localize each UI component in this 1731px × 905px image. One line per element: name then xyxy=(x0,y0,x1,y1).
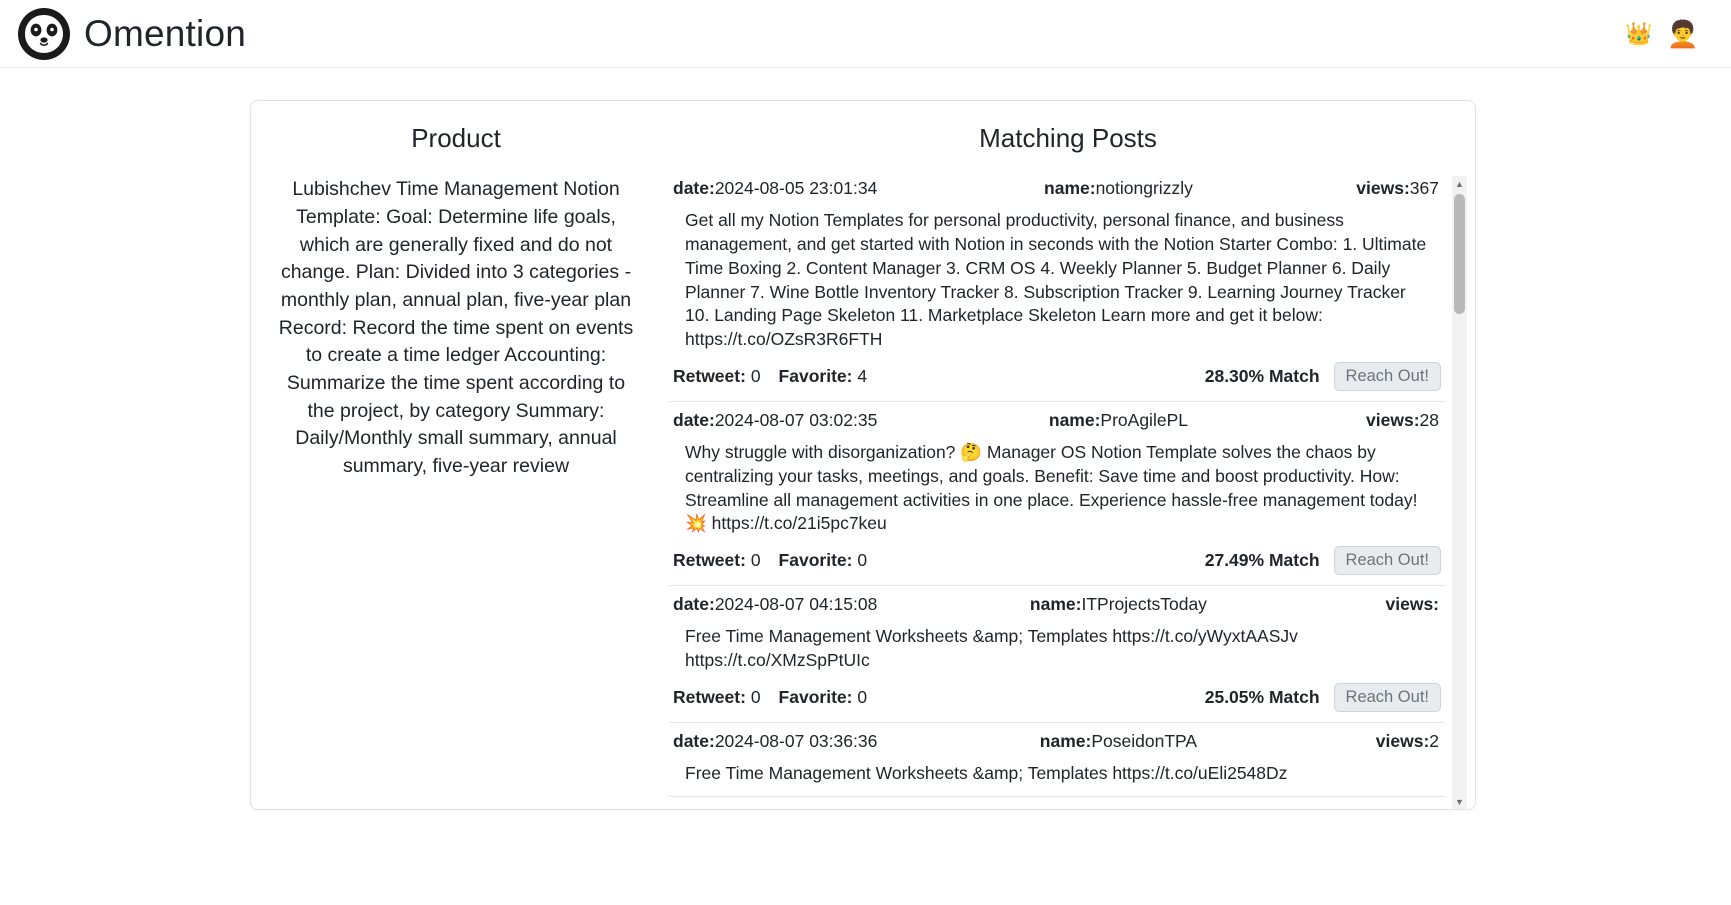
reach-out-button[interactable]: Reach Out! xyxy=(1334,362,1441,391)
product-description: Lubishchev Time Management Notion Template: Goal: Determine life goals, which are generally fixed and do not change. Plan: Divided into 3 categories - monthly plan, annual plan, five-year plan Record: Record the time spent on events to create a time ledger Accounting: Summarize the time spent according to the project, by category Summary: Daily/Monthly small summary, annual summary, five-year review xyxy=(278,178,634,478)
scrollbar-thumb[interactable] xyxy=(1454,194,1465,314)
post-text: Free Time Management Worksheets &amp; Templates https://t.co/yWyxtAASJv https://t.co/XMzSpPtUIc xyxy=(685,626,1298,670)
navbar-actions xyxy=(1625,18,1713,49)
post-footer xyxy=(673,362,1441,391)
post-favorites xyxy=(779,687,868,708)
post-date-label: date: xyxy=(673,594,715,615)
post-date-value: 2024-08-07 04:15:08 xyxy=(714,594,878,615)
post-name-value: PoseidonTPA xyxy=(1091,730,1198,751)
retweet-value: 0 xyxy=(750,365,761,386)
post-item[interactable] xyxy=(669,176,1445,402)
brand[interactable] xyxy=(18,8,246,60)
post-views-value: 28 xyxy=(1419,409,1439,430)
post-name-label: name: xyxy=(1044,178,1096,199)
post-text: Why struggle with disorganization? 🤔 Manager OS Notion Template solves the chaos by centralizing your tasks, meetings, and goals. Benefit: Save time and boost productivity. How: Streamline all management activities in one place. Experience hassle-free management today! 💥 https://t.co/21i5pc7keu xyxy=(685,441,1418,534)
favorite-label: Favorite: xyxy=(778,686,853,707)
user-avatar-icon[interactable]: 🧑‍🦱 xyxy=(1666,18,1699,49)
post-date xyxy=(673,731,965,752)
post-retweets xyxy=(673,687,761,708)
post-text: Free Time Management Worksheets &amp; Templates https://t.co/uEli2548Dz xyxy=(685,762,1288,783)
post-date xyxy=(673,410,965,431)
post-date-label: date: xyxy=(673,730,715,751)
matching-posts-title: Matching Posts xyxy=(979,123,1157,153)
post-text: Get all my Notion Templates for personal productivity, personal finance, and business management, and get started with Notion in seconds with the Notion Starter Combo: 1. Ultimate Time Boxing 2. Content Manager 3. CRM OS 4. Weekly Planner 5. Budget Planner 6. Daily Planner 7. Wine Bottle Inventory Tracker 8. Subscription Tracker 9. Learning Journey Tracker 10. Landing Page Skeleton 11. Marketplace Skeleton Learn more and get it below: https://t.co/OZsR3R6FTH xyxy=(685,210,1427,350)
post-author xyxy=(965,178,1272,199)
reach-out-button[interactable]: Reach Out! xyxy=(1334,683,1441,712)
product-panel-title: Product xyxy=(411,123,501,153)
posts-list-container xyxy=(669,176,1467,809)
post-date xyxy=(673,178,965,199)
post-match-score xyxy=(1205,687,1320,708)
post-views-value: 367 xyxy=(1409,178,1439,199)
matching-posts-panel xyxy=(661,101,1475,809)
post-views xyxy=(1272,410,1441,431)
brand-title: Omention xyxy=(84,12,247,54)
crown-icon[interactable]: 👑 xyxy=(1625,20,1653,46)
post-meta xyxy=(673,410,1441,431)
post-views-value: 2 xyxy=(1429,730,1439,751)
post-match-score xyxy=(1205,550,1320,571)
match-value: 28.30% xyxy=(1204,365,1265,386)
post-item[interactable] xyxy=(669,586,1445,723)
post-views xyxy=(1272,178,1441,199)
post-name-label: name: xyxy=(1048,409,1101,430)
post-favorites xyxy=(779,366,868,387)
post-name-label: name: xyxy=(1039,730,1092,751)
post-author xyxy=(965,410,1272,431)
retweet-label: Retweet: xyxy=(673,686,746,707)
post-footer xyxy=(673,683,1441,712)
post-date-label: date: xyxy=(673,409,715,430)
chevron-up-icon[interactable]: ▲ xyxy=(1455,178,1464,189)
post-retweets xyxy=(673,550,761,571)
post-author xyxy=(965,731,1272,752)
post-views xyxy=(1272,731,1441,752)
favorite-value: 4 xyxy=(857,365,868,386)
post-meta xyxy=(673,178,1441,199)
chevron-down-icon[interactable]: ▼ xyxy=(1455,796,1464,807)
retweet-value: 0 xyxy=(750,686,761,707)
post-date-label: date: xyxy=(673,178,715,199)
product-panel xyxy=(251,101,661,809)
reach-out-button[interactable]: Reach Out! xyxy=(1334,546,1441,575)
post-name-label: name: xyxy=(1029,594,1082,615)
favorite-value: 0 xyxy=(857,686,868,707)
match-value: 25.05% xyxy=(1204,686,1265,707)
post-views-label: views: xyxy=(1356,178,1410,199)
favorite-label: Favorite: xyxy=(778,550,853,571)
post-meta xyxy=(673,594,1441,615)
post-views-label: views: xyxy=(1366,409,1420,430)
match-suffix: Match xyxy=(1268,365,1320,386)
post-footer xyxy=(673,546,1441,575)
post-name-value: ITProjectsToday xyxy=(1081,594,1207,615)
top-navbar xyxy=(0,0,1731,68)
post-favorites xyxy=(779,550,868,571)
favorite-value: 0 xyxy=(857,550,868,571)
post-date-value: 2024-08-07 03:02:35 xyxy=(714,409,878,430)
post-views xyxy=(1272,594,1441,615)
posts-scroll-area[interactable] xyxy=(669,176,1445,809)
post-date xyxy=(673,594,965,615)
match-suffix: Match xyxy=(1268,550,1320,571)
post-name-value: notiongrizzly xyxy=(1095,178,1193,199)
post-views-label: views: xyxy=(1375,730,1430,751)
favorite-label: Favorite: xyxy=(778,365,853,386)
post-match-score xyxy=(1205,366,1320,387)
post-meta xyxy=(673,731,1441,752)
retweet-value: 0 xyxy=(750,550,761,571)
posts-scrollbar[interactable] xyxy=(1452,176,1467,809)
panda-logo-icon xyxy=(18,8,70,60)
post-name-value: ProAgilePL xyxy=(1100,409,1188,430)
post-item[interactable] xyxy=(669,402,1445,586)
match-value: 27.49% xyxy=(1204,550,1265,571)
post-date-value: 2024-08-07 03:36:36 xyxy=(714,730,878,751)
post-author xyxy=(965,594,1272,615)
post-date-value: 2024-08-05 23:01:34 xyxy=(714,178,878,199)
match-suffix: Match xyxy=(1268,686,1320,707)
retweet-label: Retweet: xyxy=(673,365,746,386)
main-card xyxy=(250,100,1476,810)
post-retweets xyxy=(673,366,761,387)
post-item[interactable] xyxy=(669,723,1445,797)
post-views-label: views: xyxy=(1385,594,1439,615)
retweet-label: Retweet: xyxy=(673,550,746,571)
